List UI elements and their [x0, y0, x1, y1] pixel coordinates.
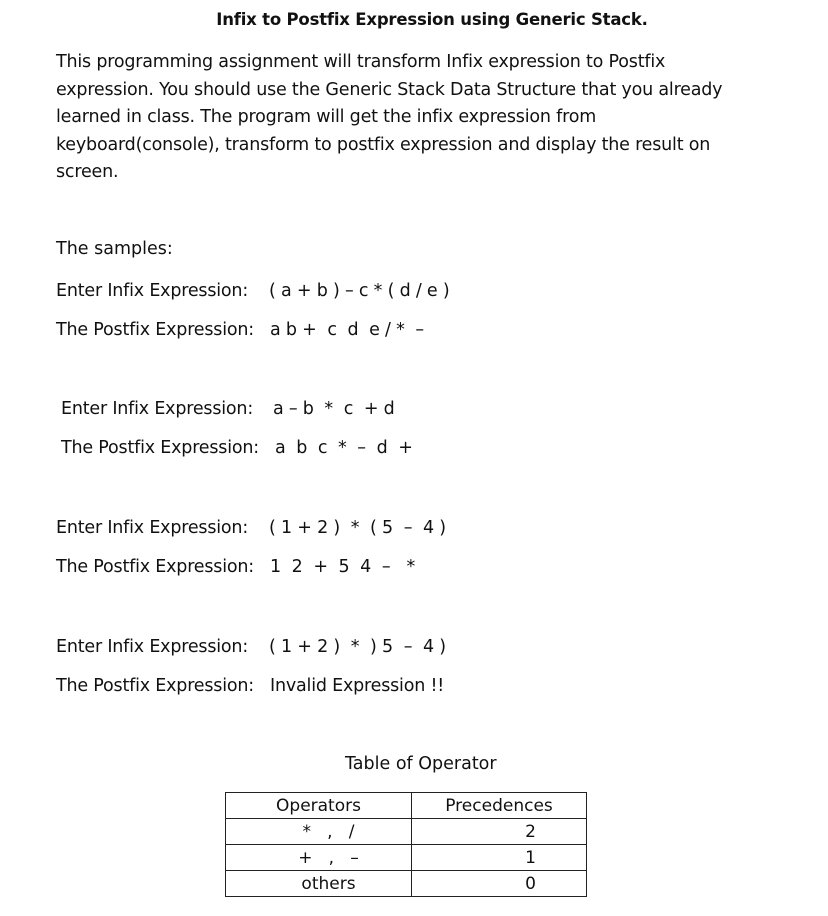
sample-3-infix-row: [56, 518, 446, 538]
intro-line: This programming assignment will transform Infix expression to Postfix: [56, 52, 666, 72]
postfix-value: 1 2 + 5 4 – *: [270, 557, 416, 577]
sample-2-postfix-row: [61, 438, 413, 458]
precedence-cell: 2: [412, 819, 587, 845]
operators-cell: * , /: [226, 819, 412, 845]
intro-line: keyboard(console), transform to postfix expression and display the result on: [56, 134, 711, 155]
operator-table: [225, 792, 587, 897]
table-header-row: [226, 793, 587, 819]
postfix-label: The Postfix Expression:: [56, 557, 254, 577]
sample-1-postfix-row: [56, 320, 424, 340]
precedence-cell: 0: [412, 871, 587, 897]
infix-value: a – b * c + d: [273, 399, 395, 419]
postfix-label: The Postfix Expression:: [56, 320, 254, 340]
intro-line: expression. You should use the Generic Stack Data Structure that you already: [56, 79, 723, 100]
precedence-cell: 1: [412, 845, 587, 871]
intro-paragraph: [56, 49, 736, 187]
intro-line: screen.: [56, 162, 119, 182]
infix-label: Enter Infix Expression:: [61, 399, 254, 419]
sample-2-infix-row: [61, 399, 395, 419]
sample-4-infix-row: [56, 637, 446, 657]
operators-cell: others: [226, 871, 412, 897]
infix-label: Enter Infix Expression:: [56, 281, 249, 301]
table-row: [226, 845, 587, 871]
sample-4-postfix-row: [56, 676, 445, 696]
postfix-value: a b c * – d +: [275, 438, 413, 458]
postfix-value: Invalid Expression !!: [270, 676, 445, 696]
infix-value: ( 1 + 2 ) * ) 5 – 4 ): [269, 637, 446, 657]
document-title: Infix to Postfix Expression using Generic Stack.: [216, 10, 648, 29]
infix-label: Enter Infix Expression:: [56, 637, 249, 657]
sample-3-postfix-row: [56, 557, 416, 577]
postfix-label: The Postfix Expression:: [56, 676, 254, 696]
table-row: [226, 819, 587, 845]
postfix-value: a b + c d e / * –: [270, 320, 424, 340]
operator-table-caption: Table of Operator: [345, 754, 497, 774]
infix-value: ( 1 + 2 ) * ( 5 – 4 ): [269, 518, 446, 538]
postfix-label: The Postfix Expression:: [61, 438, 259, 458]
intro-line: learned in class. The program will get the infix expression from: [56, 107, 597, 127]
sample-1-infix-row: [56, 281, 450, 301]
samples-heading: The samples:: [56, 239, 173, 259]
header-precedences: Precedences: [412, 793, 587, 819]
infix-label: Enter Infix Expression:: [56, 518, 249, 538]
infix-value: ( a + b ) – c * ( d / e ): [269, 281, 450, 301]
operators-cell: + , –: [226, 845, 412, 871]
header-operators: Operators: [226, 793, 412, 819]
table-row: [226, 871, 587, 897]
